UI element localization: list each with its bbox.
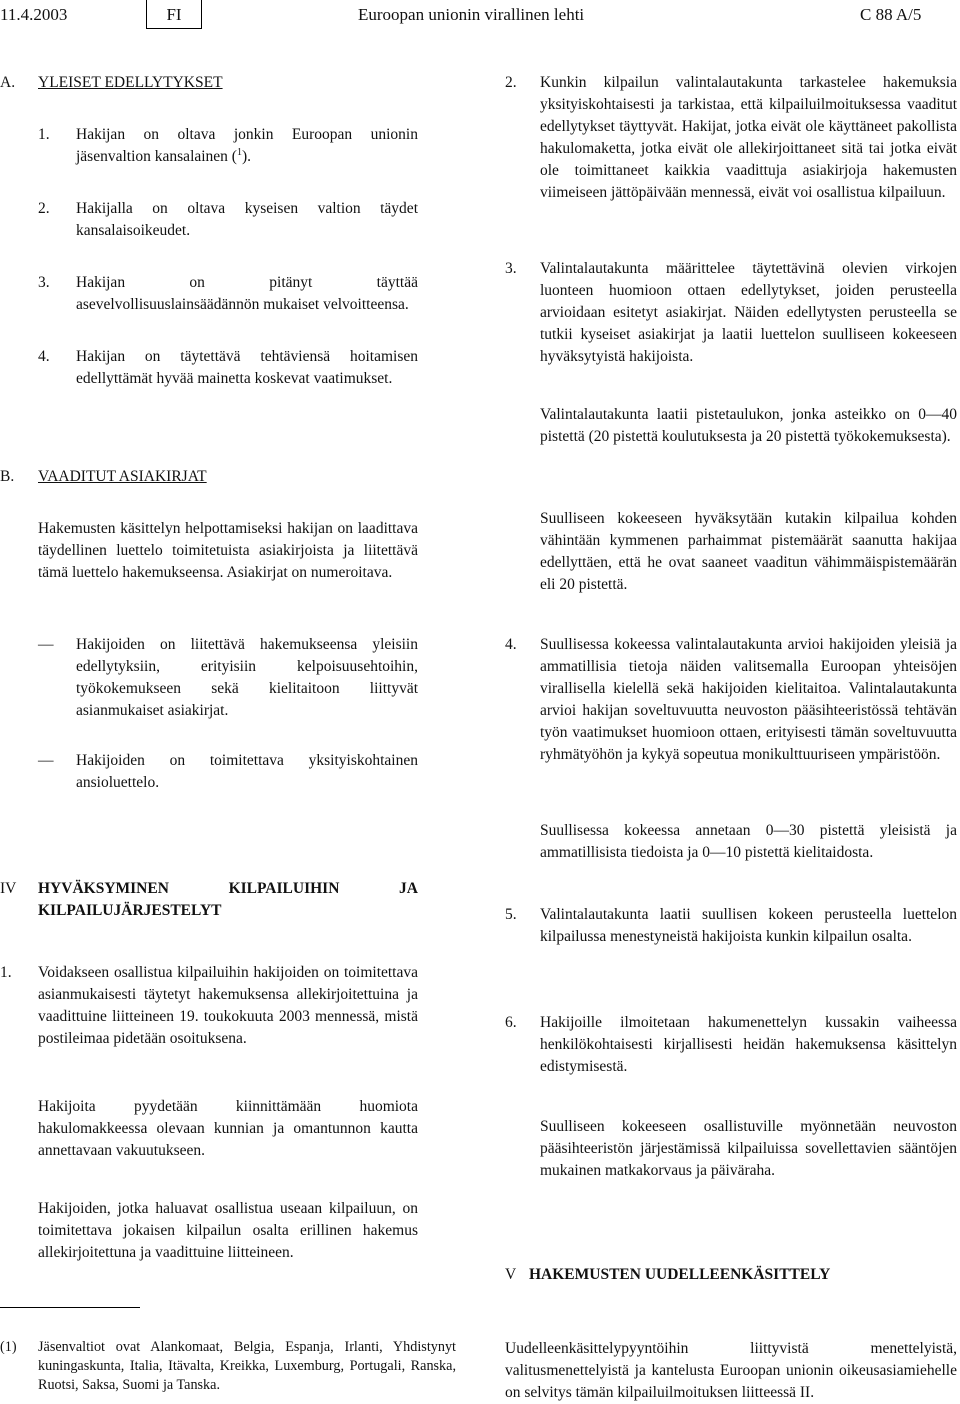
item-r2-number: 2. — [505, 74, 517, 91]
item-r5-number: 5. — [505, 906, 517, 923]
item-a4 — [38, 346, 418, 390]
item-a1-text: Hakijan on oltava jonkin Euroopan unionin jäsenvaltion kansalainen ($^1$). — [76, 126, 418, 165]
section-b-paragraph: Hakemusten käsittelyn helpottamiseksi hakijan on laadittava täydellinen luettelo toimitetuista asiakirjoista ja liitettävä tämä luettelo hakemukseensa. Asiakirjat on numeroitava. — [38, 520, 418, 581]
dash-item-1-mark: — — [38, 636, 54, 653]
header-date: 11.4.2003 — [0, 5, 68, 24]
section-v-title: HAKEMUSTEN UUDELLEENKÄSITTELY — [529, 1266, 831, 1283]
section-v-number: V — [505, 1266, 517, 1283]
item-r3 — [505, 258, 957, 368]
item-a4-text: Hakijan on täytettävä tehtäviensä hoitamisen edellyttämät hyvää mainetta koskevat vaatimukset. — [76, 348, 418, 387]
item-a3 — [38, 272, 418, 316]
dash-item-2-mark: — — [38, 752, 54, 769]
section-a-title: YLEISET EDELLYTYKSET — [38, 74, 223, 91]
item-r6-text: Hakijoille ilmoitetaan hakumenettelyn kussakin vaiheessa henkilökohtaisesti kirjallisesti heidän hakemuksensa käsittelyn edistymisestä. — [540, 1014, 957, 1075]
item-iv1 — [0, 962, 418, 1050]
section-b-title: VAADITUT ASIAKIRJAT — [38, 468, 207, 485]
section-v-paragraph: Uudelleenkäsittelypyyntöihin liittyvistä menettelyistä, valitusmenettelyistä ja kantelusta Euroopan unionin oikeusasiamiehelle on selvitys tämän kilpailuilmoituksen liitteessä II. — [505, 1340, 957, 1401]
item-r2 — [505, 72, 957, 204]
header-language-box: FI — [146, 0, 202, 29]
item-r6-paragraph-2: Suulliseen kokeeseen osallistuville myönnetään neuvoston pääsihteeristön järjestämissä kilpailuissa sovellettavien sääntöjen mukainen matkakorvaus ja päiväraha. — [540, 1118, 957, 1179]
item-r4 — [505, 634, 957, 766]
section-b-letter: B. — [0, 468, 15, 485]
footnote-text: Jäsenvaltiot ovat Alankomaat, Belgia, Espanja, Irlanti, Yhdistynyt kuningaskunta, Italia, Itävalta, Kreikka, Luxemburg, Portugali, Ranska, Ruotsi, Saksa, Suomi ja Tanska. — [38, 1339, 456, 1393]
item-a4-number: 4. — [38, 348, 50, 365]
dash-item-2-text: Hakijoiden on toimitettava yksityiskohtainen ansioluettelo. — [76, 752, 418, 791]
item-iv1-paragraph-2: Hakijoita pyydetään kiinnittämään huomiota hakulomakkeessa olevaan kunnian ja omantunnon kautta annettavaan vakuutukseen. — [38, 1098, 418, 1159]
footnote — [0, 1338, 456, 1395]
item-r3-number: 3. — [505, 260, 517, 277]
item-iv1-text: Voidakseen osallistua kilpailuihin hakijoiden on toimitettava asianmukaisesti täytetyt hakemuksensa allekirjoitettuina ja vaadittuine liitteineen 19. toukokuuta 2003 mennessä, mistä postileimaa pidetään osoituksena. — [38, 964, 418, 1047]
footnote-ref: 1 — [236, 146, 242, 158]
item-r5-text: Valintalautakunta laatii suullisen kokeen perusteella luettelon kilpailussa menestyneistä hakijoista kunkin kilpailun osalta. — [540, 906, 957, 945]
item-a3-text: Hakijan on pitänyt täyttää asevelvollisuuslainsäädännön mukaiset velvoitteensa. — [76, 274, 418, 313]
item-r3-paragraph-3: Suulliseen kokeeseen hyväksytään kutakin kilpailua kohden vähintään kymmenen parhaimmat pistemäärät saanutta hakijaa edellyttäen, että he ovat saaneet vaaditun vähimmäispistemäärän eli 20 pistettä. — [540, 510, 957, 593]
footnote-mark: (1) — [0, 1339, 17, 1355]
dash-item-1 — [38, 634, 418, 722]
item-r3-paragraph-2: Valintalautakunta laatii pistetaulukon, jonka asteikko on 0—40 pistettä (20 pistettä koulutuksesta ja 20 pistettä työkokemuksesta). — [540, 406, 957, 445]
section-iv-heading — [0, 878, 418, 922]
section-iv-title: HYVÄKSYMINEN KILPAILUIHIN JA KILPAILUJÄRJESTELYT — [38, 880, 418, 919]
item-iv1-paragraph-3: Hakijoiden, jotka haluavat osallistua useaan kilpailuun, on toimitettava jokaisen kilpailun osalta erillinen hakemus allekirjoitettuna ja vaadittuine liitteineen. — [38, 1200, 418, 1261]
item-r6 — [505, 1012, 957, 1078]
item-r3-text: Valintalautakunta määrittelee täytettävinä olevien virkojen luonteen huomioon ottaen edellytykset, joiden perusteella arvioidaan esitetyt asiakirjat. Näiden edellytysten perusteella se tutkii kyseiset asiakirjat ja laatii luettelon suulliseen kokeeseen hyväksytyistä hakijoista. — [540, 260, 957, 365]
item-r5 — [505, 904, 957, 948]
item-r4-number: 4. — [505, 636, 517, 653]
item-a2-text: Hakijalla on oltava kyseisen valtion täydet kansalaisoikeudet. — [76, 200, 418, 239]
header-reference: C 88 A/5 — [860, 5, 922, 24]
dash-item-1-text: Hakijoiden on liitettävä hakemukseensa yleisiin edellytyksiin, erityisiin kelpoisuusehtoihin, työkokemukseen sekä kielitaitoon liittyvät asianmukaiset asiakirjat. — [76, 636, 418, 719]
item-r4-text: Suullisessa kokeessa valintalautakunta arvioi hakijoiden yleisiä ja ammatillisia tietoja näiden valitsemalla Euroopan yhteisöjen virallisella kielellä sekä hakijoiden kielitaitoa. Valintalautakunta arvioi hakijan soveltuvuutta neuvoston pääsihteeristössä tehtävän työn vaatimukset huomioon ottaen, erityisesti tämän soveltuvuutta ryhmätyöhön ja kykyä sopeutua monikulttuuriseen ympäristöön. — [540, 636, 957, 763]
section-iv-number: IV — [0, 880, 17, 897]
item-a2 — [38, 198, 418, 242]
section-a-letter: A. — [0, 74, 16, 91]
item-a2-number: 2. — [38, 200, 50, 217]
item-a3-number: 3. — [38, 274, 50, 291]
dash-item-2 — [38, 750, 418, 794]
footnote-rule — [0, 1307, 140, 1308]
header-journal-title: Euroopan unionin virallinen lehti — [358, 5, 585, 24]
page-header — [0, 0, 960, 34]
item-r6-number: 6. — [505, 1014, 517, 1031]
item-iv1-number: 1. — [0, 964, 12, 981]
item-a1 — [38, 124, 418, 168]
item-a1-number: 1. — [38, 126, 50, 143]
item-r2-text: Kunkin kilpailun valintalautakunta tarkastelee hakemuksia yksityiskohtaisesti ja tarkistaa, että kilpailuilmoituksessa vaaditut edellytykset täyttyvät. Hakijat, jotka eivät ole käyttäneet pakollista hakulomaketta, jotka eivät ole allekirjoittaneet sitä tai jotka eivät ole toimittaneet kaikkia vaadittuja asiakirjoja hakemusten viimeiseen jättöpäivään mennessä, eivät voi osallistua kilpailuun. — [540, 74, 957, 201]
item-r4-paragraph-2: Suullisessa kokeessa annetaan 0—30 pistettä yleisistä ja ammatillisista tiedoista ja 0—10 pistettä kielitaidosta. — [540, 822, 957, 861]
